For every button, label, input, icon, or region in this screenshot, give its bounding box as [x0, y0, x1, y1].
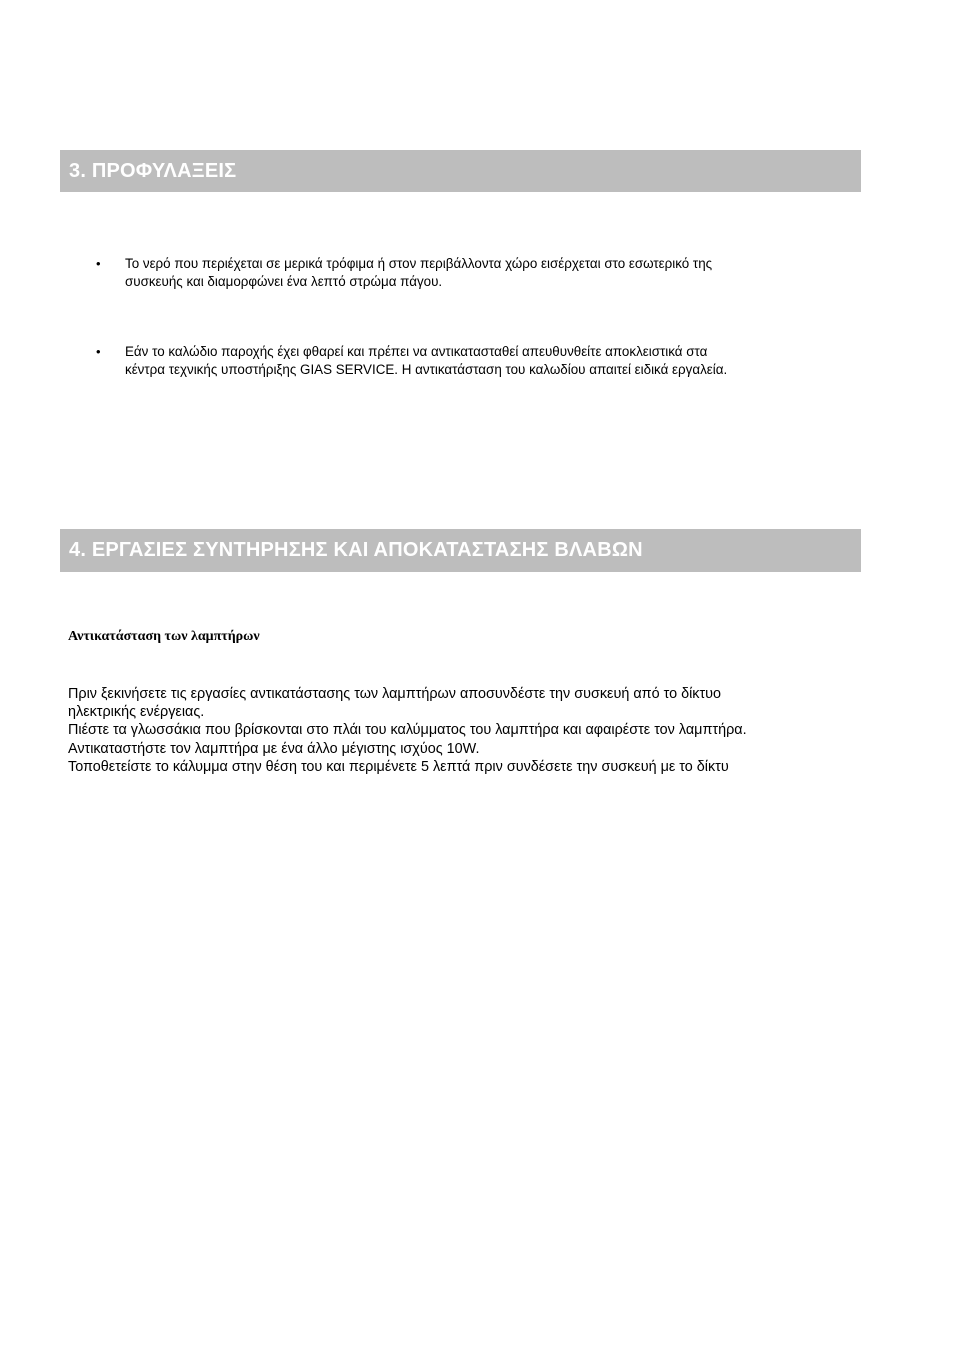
- list-item: [96, 255, 836, 291]
- paragraph-line: ηλεκτρικής ενέργειας.: [68, 704, 205, 721]
- paragraph-line: Τοποθετείστε το κάλυμμα στην θέση του και περιμένετε 5 λεπτά πριν συνδέσετε την συσκευή με το δίκτυ: [68, 758, 729, 775]
- paragraph-line: Αντικαταστήστε τον λαμπτήρα με ένα άλλο μέγιστης ισχύος 10W.: [68, 740, 480, 757]
- section-title: 3. ΠΡΟΦΥΛΑΞΕΙΣ: [69, 159, 237, 182]
- list-item: [96, 343, 836, 379]
- paragraph-line: Πριν ξεκινήσετε τις εργασίες αντικατάστασης των λαμπτήρων αποσυνδέστε την συσκευή από το δίκτυο: [68, 686, 722, 702]
- bullet-line: Το νερό που περιέχεται σε μερικά τρόφιμα ή στον περιβάλλοντα χώρο εισέρχεται στο εσωτερικό της: [125, 256, 713, 271]
- bullet-text: [125, 343, 836, 379]
- section-title: 4. ΕΡΓΑΣΙΕΣ ΣΥΝΤΗΡΗΣΗΣ ΚΑΙ ΑΠΟΚΑΤΑΣΤΑΣΗΣ ΒΛΑΒΩΝ: [69, 539, 643, 561]
- bullet-line: κέντρα τεχνικής υποστήριξης GIAS SERVICE. Η αντικατάσταση του καλωδίου απαιτεί ειδικά εργαλεία.: [125, 362, 728, 377]
- section-header-maintenance: [60, 529, 861, 572]
- bullet-text: [125, 255, 836, 291]
- section-header-precautions: [60, 150, 861, 192]
- bullet-marker: •: [96, 256, 101, 271]
- bullet-line: Εάν το καλώδιο παροχής έχει φθαρεί και πρέπει να αντικατασταθεί απευθυνθείτε αποκλειστικά στα: [125, 344, 708, 359]
- subheading-lamp-replacement: Αντικατάσταση των λαμπτήρων: [68, 629, 260, 644]
- bullet-line: συσκευής και διαμορφώνει ένα λεπτό στρώμα πάγου.: [125, 274, 443, 289]
- paragraph-line: Πιέστε τα γλωσσάκια που βρίσκονται στο πλάι του καλύμματος του λαμπτήρα και αφαιρέστε τον λαμπτήρα.: [68, 722, 747, 739]
- bullet-marker: •: [96, 344, 101, 359]
- lamp-replacement-instructions: [68, 685, 848, 776]
